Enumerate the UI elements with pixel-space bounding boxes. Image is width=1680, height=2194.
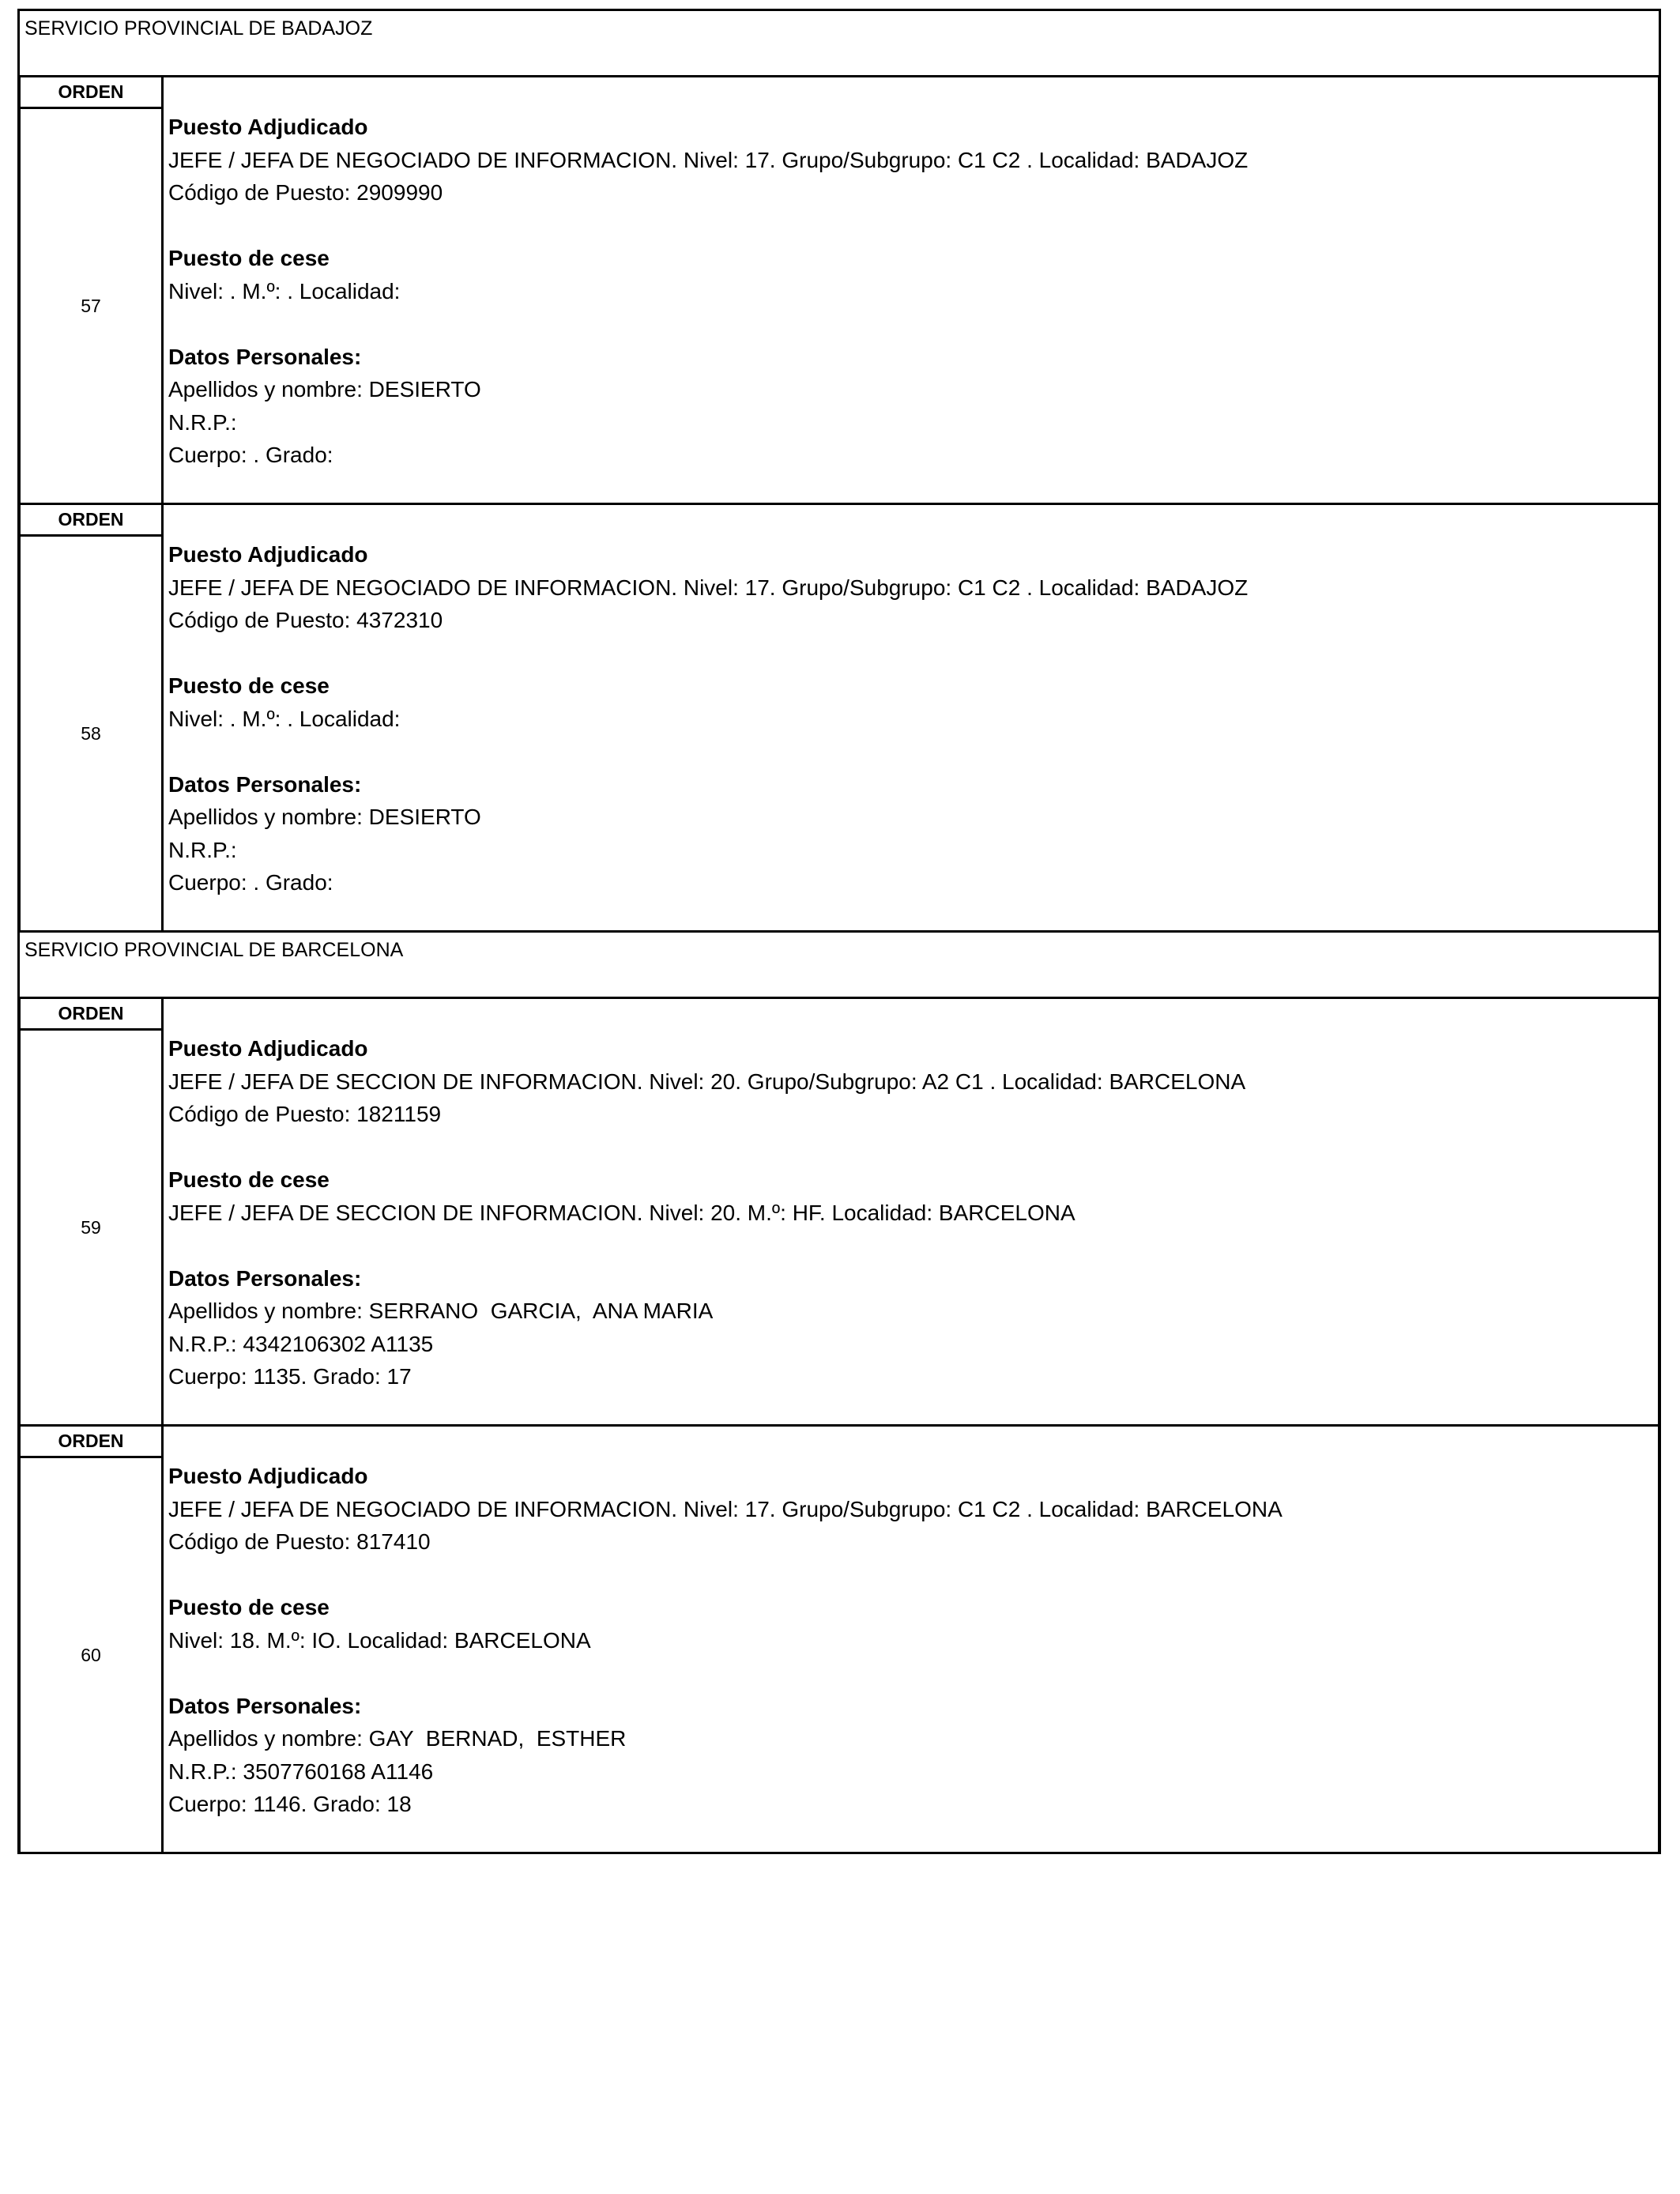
adjudicado-description: JEFE / JEFA DE NEGOCIADO DE INFORMACION. Nivel: 17. Grupo/Subgrupo: C1 C2 . Localidad: BADAJOZ	[168, 575, 1249, 600]
puesto-cese-heading: Puesto de cese	[168, 246, 330, 270]
orden-number: 58	[81, 722, 101, 744]
adjudicado-description: JEFE / JEFA DE NEGOCIADO DE INFORMACION. Nivel: 17. Grupo/Subgrupo: C1 C2 . Localidad: BARCELONA	[168, 1496, 1283, 1521]
cese-description: Nivel: . M.º: . Localidad:	[168, 278, 401, 303]
nrp: N.R.P.: 3507760168 A1146	[168, 1759, 434, 1784]
cese-description: JEFE / JEFA DE SECCION DE INFORMACION. Nivel: 20. M.º: HF. Localidad: BARCELONA	[168, 1200, 1075, 1225]
orden-label: ORDEN	[21, 1427, 161, 1458]
orden-label: ORDEN	[21, 505, 161, 537]
cuerpo-grado: Cuerpo: 1135. Grado: 17	[168, 1364, 412, 1389]
codigo-puesto: Código de Puesto: 1821159	[168, 1102, 442, 1126]
nrp: N.R.P.:	[168, 837, 237, 862]
record-content	[164, 505, 1658, 930]
orden-number: 59	[81, 1216, 101, 1238]
record-row	[17, 1424, 1661, 1852]
apellidos-nombre: Apellidos y nombre: GAY BERNAD, ESTHER	[168, 1726, 627, 1751]
puesto-cese-heading: Puesto de cese	[168, 1167, 330, 1192]
apellidos-nombre: Apellidos y nombre: DESIERTO	[168, 805, 481, 829]
codigo-puesto: Código de Puesto: 2909990	[168, 180, 443, 205]
record-row	[17, 503, 1661, 930]
orden-number: 57	[81, 295, 101, 316]
cuerpo-grado: Cuerpo: . Grado:	[168, 870, 333, 895]
adjudicado-description: JEFE / JEFA DE SECCION DE INFORMACION. Nivel: 20. Grupo/Subgrupo: A2 C1 . Localidad: BARCELONA	[168, 1069, 1246, 1094]
codigo-puesto: Código de Puesto: 4372310	[168, 608, 443, 632]
codigo-puesto: Código de Puesto: 817410	[168, 1529, 431, 1554]
orden-column	[21, 77, 164, 503]
section-title: SERVICIO PROVINCIAL DE BARCELONA	[17, 930, 1661, 997]
orden-label: ORDEN	[21, 77, 161, 109]
record-row	[17, 997, 1661, 1424]
document-table	[17, 9, 1661, 1854]
apellidos-nombre: Apellidos y nombre: DESIERTO	[168, 377, 481, 401]
puesto-adjudicado-heading: Puesto Adjudicado	[168, 115, 368, 139]
cuerpo-grado: Cuerpo: 1146. Grado: 18	[168, 1792, 412, 1816]
cese-description: Nivel: . M.º: . Localidad:	[168, 706, 401, 731]
adjudicado-description: JEFE / JEFA DE NEGOCIADO DE INFORMACION. Nivel: 17. Grupo/Subgrupo: C1 C2 . Localidad: BADAJOZ	[168, 147, 1249, 172]
orden-column	[21, 999, 164, 1424]
puesto-cese-heading: Puesto de cese	[168, 673, 330, 698]
orden-column	[21, 1427, 164, 1852]
puesto-adjudicado-heading: Puesto Adjudicado	[168, 1464, 368, 1488]
puesto-cese-heading: Puesto de cese	[168, 1595, 330, 1619]
datos-personales-heading: Datos Personales:	[168, 344, 362, 369]
datos-personales-heading: Datos Personales:	[168, 1693, 362, 1718]
record-content	[164, 999, 1658, 1424]
cese-description: Nivel: 18. M.º: IO. Localidad: BARCELONA	[168, 1627, 591, 1653]
cuerpo-grado: Cuerpo: . Grado:	[168, 443, 333, 467]
datos-personales-heading: Datos Personales:	[168, 1265, 362, 1291]
record-content	[164, 77, 1658, 503]
section-title: SERVICIO PROVINCIAL DE BADAJOZ	[17, 9, 1661, 75]
record-row	[17, 75, 1661, 503]
record-content	[164, 1427, 1658, 1852]
table-bottom-border	[17, 1852, 1661, 1854]
puesto-adjudicado-heading: Puesto Adjudicado	[168, 542, 368, 567]
nrp: N.R.P.:	[168, 409, 237, 435]
orden-label: ORDEN	[21, 999, 161, 1031]
orden-number: 60	[81, 1644, 101, 1665]
orden-column	[21, 505, 164, 930]
nrp: N.R.P.: 4342106302 A1135	[168, 1331, 434, 1356]
datos-personales-heading: Datos Personales:	[168, 771, 362, 797]
puesto-adjudicado-heading: Puesto Adjudicado	[168, 1036, 368, 1061]
apellidos-nombre: Apellidos y nombre: SERRANO GARCIA, ANA MARIA	[168, 1299, 714, 1323]
